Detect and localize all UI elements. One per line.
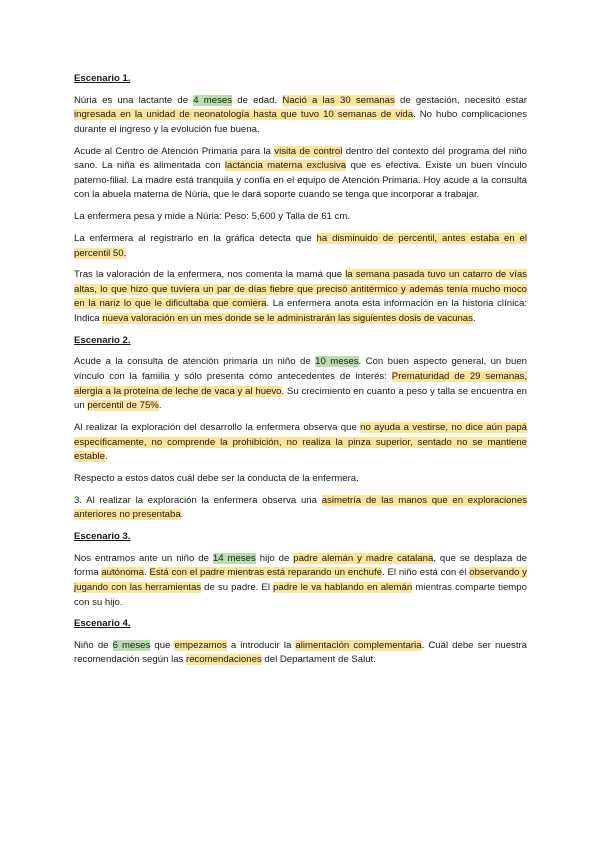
text-run: Acude al Centro de Atención Primaria para la	[74, 145, 275, 157]
highlight-yellow: padre alemán y madre catalana	[293, 552, 434, 564]
highlight-yellow: la semana pasada tuvo un catarro de vías altas, lo que hizo que tuviera un par de días fiebre que precisó antitérmico y además tenía mucho moco en la nariz lo que le dificultaba que comiera	[74, 269, 527, 310]
highlight-yellow: percentil de 75%	[87, 400, 159, 412]
highlight-yellow: Prematuridad de 29 semanas, alergia a la proteína de leche de vaca y al huevo	[74, 371, 527, 397]
text-run: del Departament de Salut.	[261, 654, 376, 666]
text-run: de su padre. El	[201, 581, 274, 593]
text-run: . No hubo complicaciones durante el ingreso y la evolución fue buena.	[74, 109, 528, 135]
highlight-yellow: recomendaciones	[186, 654, 262, 666]
highlight-yellow: lactancia materna exclusiva	[224, 160, 347, 172]
scenario-heading-4: Escenario 4.	[74, 618, 131, 630]
text-run: La enfermera pesa y mide a Núria: Peso: 5,600 y Talla de 61 cm.	[74, 211, 351, 223]
highlight-yellow: no ayuda a vestirse, no dice aún papá específicamente, no comprende la prohibición, no realiza la pinza superior, sentado no se mantiene estable	[74, 422, 527, 463]
highlight-yellow: ha disminuido de percentil, antes estaba en el percentil 50.	[74, 232, 528, 259]
paragraph-8	[74, 472, 527, 487]
text-run: de edad.	[232, 94, 283, 106]
scenario-heading-3: Escenario 3.	[74, 531, 131, 543]
text-run: La enfermera al registrarlo en la gráfica detecta que	[74, 232, 317, 244]
text-run: a introducir la	[226, 639, 296, 651]
highlight-yellow: padre le va hablando en alemán	[273, 581, 413, 593]
text-run: de gestación, necesitó estar	[394, 94, 528, 106]
paragraph-6	[74, 355, 527, 413]
text-run: . Cuál debe ser nuestra recomendación según las	[74, 639, 528, 666]
text-run: hijo de	[255, 552, 294, 564]
text-run: dentro del contexto del programa del niño sano. La niña es alimentada con	[74, 145, 527, 172]
paragraph-3	[74, 210, 527, 225]
highlight-yellow: asimetría de las manos que en exploraciones anteriores no presentaba	[74, 494, 527, 521]
scenario-heading-2: Escenario 2.	[74, 334, 131, 346]
highlight-yellow: observando y jugando con las herramientas	[74, 567, 527, 593]
text-run: . Con buen aspecto general, un buen vínculo con la familia y sólo presenta cómo antecedentes de interés:	[74, 356, 528, 383]
highlight-yellow: nueva valoración en un mes donde se le administrarán las siguientes dosis de vacunas	[102, 313, 473, 325]
highlight-yellow: ingresada en la unidad de neonatología hasta que tuvo 10 semanas de vida	[74, 109, 414, 121]
highlight-yellow: autónoma	[101, 567, 144, 579]
text-run: Tras la valoración de la enfermera, nos comenta la mamá que	[74, 269, 346, 281]
text-run: mientras comparte tiempo con su hijo.	[74, 581, 527, 608]
paragraph-10	[74, 552, 527, 610]
text-run: .	[104, 451, 108, 463]
highlight-yellow: empezamos	[174, 639, 227, 651]
highlight-yellow: visita de control	[274, 145, 343, 157]
text-run: , que se desplaza de forma	[74, 552, 527, 579]
highlight-green: 14 meses	[212, 552, 256, 564]
highlight-yellow: Nació a las 30 semanas	[282, 94, 395, 106]
text-run: Núria es una lactante de	[74, 94, 194, 106]
highlight-yellow: Está con el padre mientras está reparando un enchufe	[149, 567, 383, 579]
paragraph-4	[74, 232, 527, 261]
paragraph-7	[74, 421, 527, 465]
text-run: .	[158, 400, 162, 412]
highlight-green: 6 meses	[112, 639, 151, 651]
text-run: que	[150, 639, 175, 651]
text-run: . Su crecimiento en cuanto a peso y talla se encuentra en un	[74, 385, 527, 412]
paragraph-1	[74, 94, 527, 138]
text-run: que es efectiva. Existe un buen vínculo paterno-filial. La madre está tranquila y confía en el equipo de Atención Primaria. Hoy acude a la consulta con la abuela materna de Núria, que le dará soporte cuando se tenga que incorporar a trabajar.	[74, 160, 527, 201]
paragraph-2	[74, 145, 527, 203]
highlight-green: 4 meses	[193, 94, 233, 106]
text-run: .	[472, 313, 476, 325]
text-run: Acude a la consulta de atención primaria un niño de	[74, 356, 316, 368]
text-run: Niño de	[74, 639, 113, 651]
text-run: Al realizar la exploración del desarrollo la enfermera observa que	[74, 422, 361, 433]
text-run: Nos entramos ante un niño de	[74, 552, 213, 564]
text-run: 3. Al realizar la exploración la enfermera observa una	[74, 494, 322, 506]
text-run: .	[144, 567, 150, 579]
text-run: .	[180, 509, 184, 521]
text-run: . El niño está con él	[382, 567, 470, 579]
highlight-green: 10 meses	[315, 356, 359, 368]
paragraph-9	[74, 494, 527, 523]
text-run: Respecto a estos datos cuál debe ser la conducta de la enfermera.	[74, 472, 359, 484]
highlight-yellow: alimentación complementaria	[295, 639, 422, 651]
text-run: . La enfermera anota esta información en la historia clínica: Indica	[74, 298, 527, 325]
scenario-heading-1: Escenario 1.	[74, 73, 131, 84]
paragraph-5	[74, 268, 527, 326]
paragraph-11	[74, 639, 527, 668]
